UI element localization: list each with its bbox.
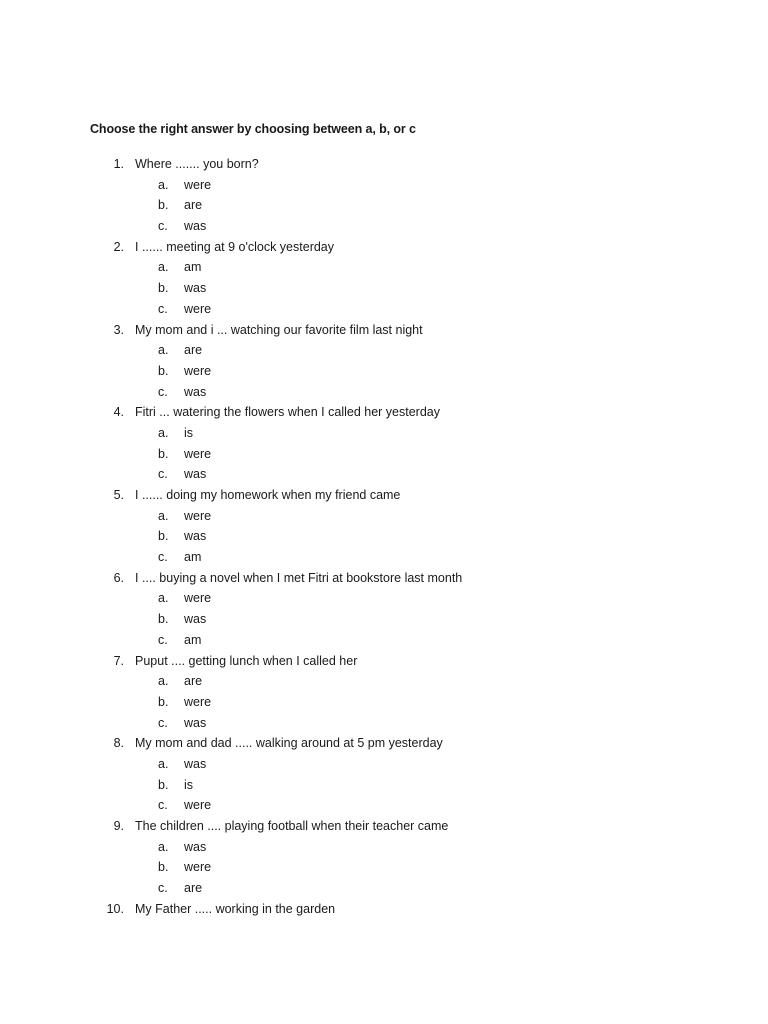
question-line [0,320,768,341]
option-letter: b. [158,860,169,875]
question-number: 4. [113,405,124,420]
option-letter: a. [158,591,169,606]
question-number: 1. [113,157,124,171]
option-line [0,795,768,816]
option-text: is [184,777,194,792]
question-text: My mom and i ... watching our favorite film last night [135,322,423,337]
option-line [0,671,768,692]
question-text: I ...... meeting at 9 o'clock yesterday [135,239,335,254]
option-letter: c. [158,632,168,647]
question-text: The children .... playing football when their teacher came [135,819,449,833]
question-item [0,816,768,899]
option-text: was [184,384,207,399]
option-text: were [184,177,212,192]
option-text: was [184,839,207,854]
option-line [0,340,768,361]
option-letter: c. [158,467,168,482]
option-text: was [184,467,207,482]
option-letter: a. [158,839,169,854]
question-text: My Father ..... working in the garden [135,901,336,916]
question-number: 8. [113,736,124,751]
question-item [0,320,768,403]
option-line [0,423,768,444]
option-line [0,257,768,278]
option-line [0,382,768,403]
question-number: 10. [106,901,124,916]
option-letter: a. [158,756,169,771]
option-letter: a. [158,177,169,192]
option-text: were [184,301,212,316]
option-text: are [184,881,203,896]
question-text: Fitri ... watering the flowers when I called her yesterday [135,405,440,420]
option-line [0,526,768,547]
option-letter: a. [158,425,169,440]
option-line [0,195,768,216]
option-text: am [184,260,202,275]
option-letter: c. [158,881,168,896]
question-text: Puput .... getting lunch when I called her [135,653,358,668]
option-text: were [184,860,212,875]
option-line [0,713,768,734]
option-letter: c. [158,384,168,399]
question-item [0,154,768,237]
option-line [0,630,768,651]
option-line [0,775,768,796]
option-letter: c. [158,219,168,234]
question-line [0,651,768,672]
option-text: were [184,508,212,523]
option-text: were [184,363,212,378]
option-line [0,547,768,568]
question-list [0,154,768,919]
option-text: was [184,219,207,234]
option-text: is [184,425,194,440]
option-line [0,175,768,196]
question-number: 6. [113,570,124,585]
option-text: was [184,612,207,627]
question-line [0,237,768,258]
question-text: I ...... doing my homework when my friend came [135,488,401,502]
question-text: My mom and dad ..... walking around at 5 pm yesterday [135,736,443,751]
question-item [0,568,768,651]
question-number: 2. [113,239,124,254]
option-letter: c. [158,715,168,730]
question-number: 7. [113,653,124,668]
option-letter: c. [158,550,168,565]
option-text: was [184,756,207,771]
question-item [0,899,768,920]
option-text: was [184,529,207,544]
question-text: I .... buying a novel when I met Fitri at bookstore last month [135,570,463,585]
option-line [0,588,768,609]
option-letter: b. [158,612,169,627]
option-text: were [184,591,212,606]
option-text: was [184,281,207,296]
option-line [0,857,768,878]
question-number: 5. [113,488,124,502]
option-letter: b. [158,281,169,296]
option-letter: b. [158,694,169,709]
option-line [0,464,768,485]
option-line [0,216,768,237]
question-item [0,733,768,816]
question-line [0,154,768,175]
option-line [0,754,768,775]
option-text: are [184,674,203,689]
option-letter: c. [158,798,168,813]
option-letter: a. [158,260,169,275]
option-letter: a. [158,674,169,689]
option-letter: a. [158,343,169,358]
question-line [0,899,768,920]
question-item [0,402,768,485]
question-line [0,402,768,423]
option-text: were [184,446,212,461]
option-line [0,361,768,382]
question-item [0,237,768,320]
option-line [0,299,768,320]
option-text: are [184,198,203,213]
option-line [0,278,768,299]
option-text: were [184,798,212,813]
option-text: was [184,715,207,730]
question-number: 3. [113,322,124,337]
question-line [0,816,768,837]
option-letter: b. [158,777,169,792]
option-text: am [184,550,202,565]
question-item [0,485,768,568]
question-line [0,733,768,754]
option-letter: b. [158,529,169,544]
option-line [0,609,768,630]
option-text: were [184,694,212,709]
question-text: Where ....... you born? [135,157,259,171]
question-number: 9. [113,819,124,833]
instruction-heading: Choose the right answer by choosing between a, b, or c [90,122,416,136]
option-line [0,878,768,899]
question-item [0,651,768,734]
option-letter: a. [158,508,169,523]
question-line [0,568,768,589]
option-line [0,444,768,465]
option-text: are [184,343,203,358]
option-letter: b. [158,363,169,378]
option-line [0,837,768,858]
question-line [0,485,768,506]
option-letter: c. [158,301,168,316]
option-letter: b. [158,198,169,213]
option-line [0,506,768,527]
option-text: am [184,632,202,647]
option-line [0,692,768,713]
option-letter: b. [158,446,169,461]
